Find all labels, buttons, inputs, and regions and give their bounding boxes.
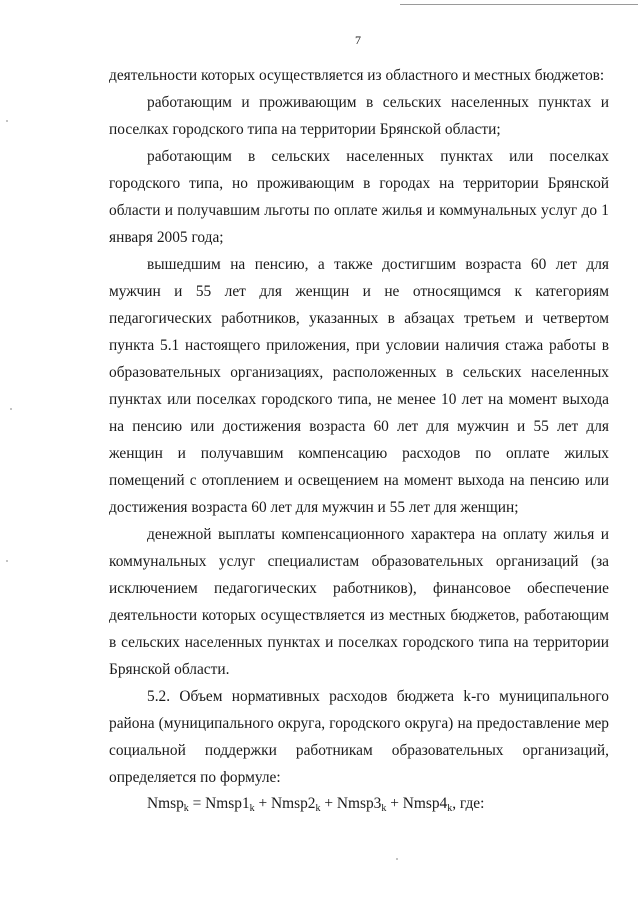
body-text (109, 62, 609, 791)
paragraph-4: вышедшим на пенсию, а также достигшим возраста 60 лет для мужчин и 55 лет для женщин и не относящимся к категориям педагогических работников, указанных в абзацах третьем и четвертом пункта 5.1 настоящего приложения, при условии наличия стажа работы в образовательных организациях, расположенных в сельских населенных пунктах или поселках городского типа, не менее 10 лет на момент выхода на пенсию или достижения возраста 60 лет для мужчин и 55 лет для женщин и получавшим компенсацию расходов по оплате жилых помещений с отоплением и освещением на момент выхода на пенсию или достижения возраста 60 лет для мужчин и 55 лет для женщин; (109, 256, 609, 516)
paragraph-5: денежной выплаты компенсационного характера на оплату жилья и коммунальных услуг специалистам образовательных организаций (за исключением педагогических работников), финансовое обеспечение деятельности которых осуществляется из местных бюджетов, работающим в сельских населенных пунктах и поселках городского типа на территории Брянской области. (109, 526, 609, 678)
formula-term-4: Nmsp4 (402, 795, 448, 812)
paragraph-1: деятельности которых осуществляется из областного и местных бюджетов: (109, 67, 605, 84)
formula-plus: + (386, 795, 403, 812)
formula-plus: + (320, 795, 337, 812)
paragraph-2: работающим и проживающим в сельских населенных пунктах и поселках городского типа на территории Брянской области; (109, 94, 609, 138)
top-rule (400, 4, 638, 5)
formula-sub: k (249, 803, 255, 814)
paragraph-3: работающим в сельских населенных пунктах или поселках городского типа, но проживающим в городах на территории Брянской области и получавшим льготы по оплате жилья и коммунальных услуг до 1 января 2005 года; (109, 148, 609, 246)
formula-sub: k (381, 803, 387, 814)
formula-sub: k (447, 803, 453, 814)
formula-term-2: Nmsp2 (271, 795, 316, 812)
formula-equals: = (188, 795, 206, 812)
formula-lhs: Nmsp (147, 795, 184, 812)
paragraph-6: 5.2. Объем нормативных расходов бюджета k-го муниципального района (муниципального округа, городского округа) на предоставление мер социальной поддержки работникам образовательных организаций, определяется по формуле: (109, 688, 609, 786)
scan-speck (6, 120, 8, 122)
formula-sub: k (315, 803, 321, 814)
page-number: 7 (355, 33, 361, 47)
formula-term-3: Nmsp3 (336, 795, 382, 812)
formula-plus: + (254, 795, 272, 812)
formula-term-1: Nmsp1 (205, 795, 250, 812)
scan-speck (396, 858, 398, 860)
scan-speck (10, 408, 12, 410)
formula (147, 795, 484, 814)
formula-sub: k (183, 803, 189, 814)
formula-tail: , где: (452, 795, 485, 812)
scan-speck (6, 560, 8, 562)
